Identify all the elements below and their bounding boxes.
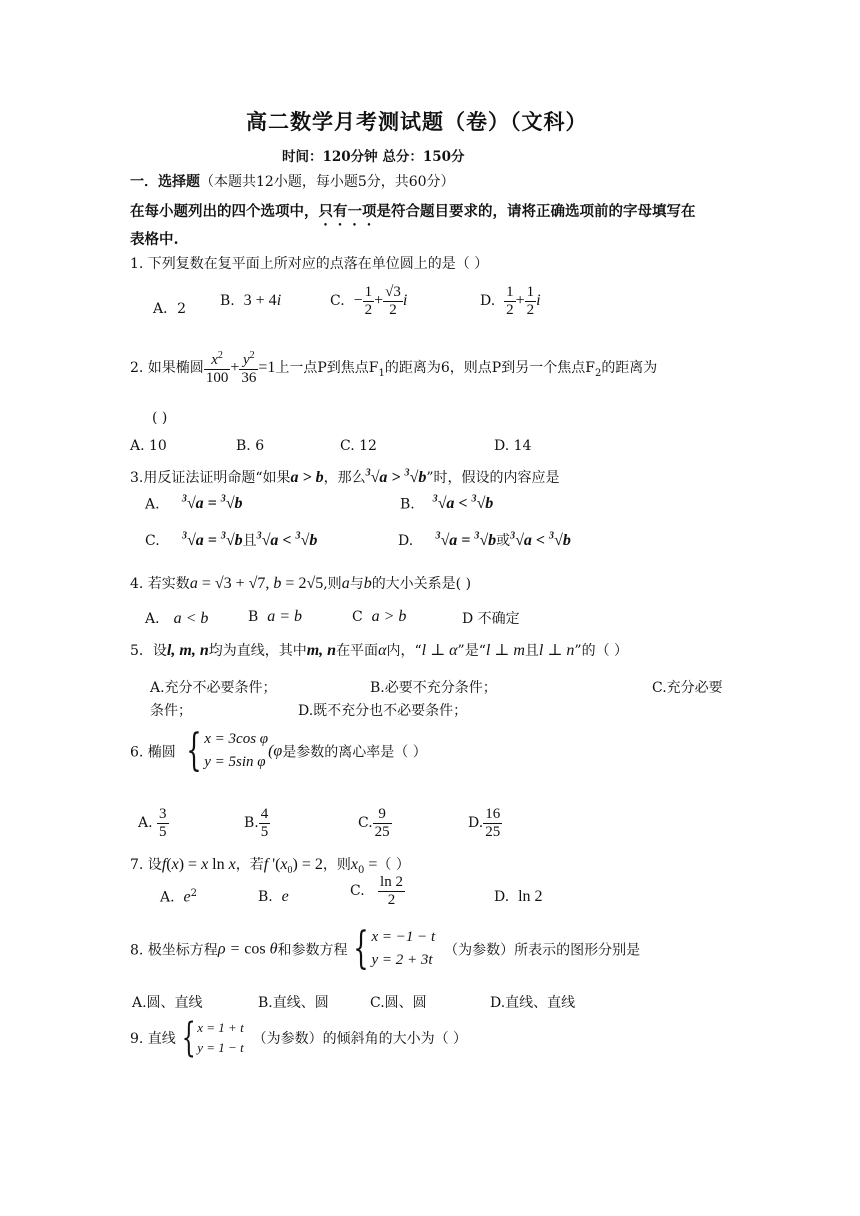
q1-option-c: C. − $\frac{1}{2}$ + $\frac{√3}{2}$ i: [330, 284, 408, 318]
exam-subtitle: 时间：120分钟 总分：150分: [282, 149, 465, 165]
q7-option-a: A. $e^2$: [160, 888, 197, 906]
q6-stem: 6. 椭圆 { x = 3cos φ y = 5sin φ (φ是参数的离心率是（ ）: [130, 725, 427, 777]
instruction-line1: [130, 200, 696, 229]
q3-option-b: B. $^3$√a < $^3$√b: [400, 494, 494, 513]
q8-option-c: C.圆、圆: [370, 995, 427, 1011]
q5-option-c: C.充分必要: [652, 680, 723, 696]
section-heading: [130, 171, 455, 191]
q5-option-d: D.既不充分也不必要条件；: [298, 703, 468, 719]
q3-option-c: C. $^3$√a = $^3$√b且$^3$√a < $^3$√b: [145, 530, 318, 549]
instruction-text-2: 是符合题目要求的，请将正确选项前的字母填写在: [376, 203, 696, 220]
q1-option-b: B. 3 + 4i: [220, 292, 282, 309]
q4-stem: 4. 若实数a = √3 + √7, b = 2√5,则a与b的大小关系是( ): [130, 575, 472, 592]
q6-option-a: A. $\frac{3}{5}$: [138, 806, 167, 840]
q5-option-c-cont: 条件；: [150, 703, 192, 719]
instruction-emphasis: 只有一项: [318, 203, 377, 220]
q4-option-b: B a = b: [248, 608, 302, 625]
q7-stem: 7. 设f(x) = x ln x，若f '$(x_0) = 2$，则$x_0$ =（ ）: [130, 856, 410, 877]
instruction-line2: 表格中.: [130, 231, 179, 248]
q7-option-d: D. ln 2: [494, 888, 543, 905]
q3-stem: 3.用反证法证明命题“如果a > b，那么$^3$√a > $^3$√b”时，假设的内容应是: [130, 467, 560, 486]
q2-stem: 2. 如果椭圆 $\frac{x^2}{100}$ + $\frac{y^2}{36}$ =1上一点P到焦点$F_1$的距离为6，则点P到另一个焦点$F_2$的距离为: [130, 350, 658, 386]
q8-option-b: B.直线、圆: [258, 995, 329, 1011]
q4-option-a: A． a < b: [145, 610, 209, 627]
section-note: （本题共12小题，每小题5分，共60分）: [200, 174, 455, 190]
q7-option-c: C. $\frac{\ln 2}{2}$: [350, 874, 403, 908]
q2-option-d: D. 14: [494, 438, 532, 454]
q2-option-a: A. 10: [130, 438, 167, 454]
q8-option-d: D.直线、直线: [490, 995, 576, 1011]
q6-option-d: D. $\frac{16}{25}$: [468, 806, 501, 840]
q2-option-b: B. 6: [236, 438, 265, 454]
page-title: 高二数学月考测试题（卷）（文科）: [246, 109, 588, 134]
section-title: 一．选择题: [130, 174, 200, 190]
q3-option-a: A. $^3$√a = $^3$√b: [145, 494, 243, 513]
q8-stem: 8. 极坐标方程ρ = cos θ和参数方程 { x = −1 − t y = 2 + 3t （为参数）所表示的图形分别是: [130, 923, 641, 975]
q8-option-a: A.圆、直线: [132, 995, 203, 1011]
q5-stem: 5．设l, m, n均为直线，其中m, n在平面α内，“l ⊥ α”是“l ⊥ m且l ⊥ n”的（ ）: [130, 642, 629, 659]
q4-option-c: C a > b: [352, 608, 407, 625]
q6-option-b: B. $\frac{4}{5}$: [244, 806, 269, 840]
q1-option-d: D. $\frac{1}{2}$ + $\frac{1}{2}$ i: [480, 284, 541, 318]
instruction-text: 在每小题列出的四个选项中，: [130, 203, 319, 220]
q1-option-a: A．2: [153, 301, 187, 317]
q9-stem: 9. 直线 { x = 1 + t y = 1 − t （为参数）的倾斜角的大小为（ ）: [130, 1015, 468, 1062]
q5-option-a: A.充分不必要条件；: [150, 680, 277, 696]
q3-option-d: D. $^3$√a = $^3$√b或$^3$√a < $^3$√b: [398, 530, 571, 549]
q5-option-b: B.必要不充分条件；: [370, 680, 497, 696]
q7-option-b: B. e: [258, 888, 289, 905]
q2-option-c: C. 12: [340, 438, 377, 454]
q2-paren: ( ): [152, 410, 168, 426]
q6-option-c: C. $\frac{9}{25}$: [358, 806, 390, 840]
q1-stem: 1. 下列复数在复平面上所对应的点落在单位圆上的是（ ）: [130, 256, 489, 272]
q4-option-d: D 不确定: [462, 611, 520, 627]
